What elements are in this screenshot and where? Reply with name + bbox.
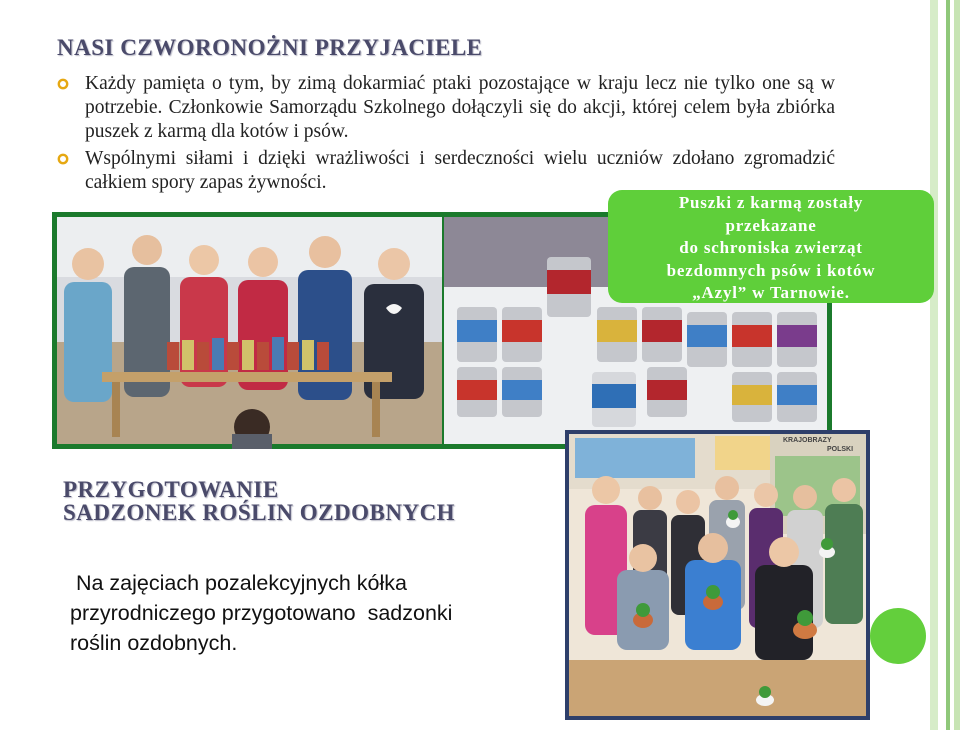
bullet-list bbox=[60, 72, 835, 198]
bullet-text: Każdy pamięta o tym, by zimą dokarmiać ptaki pozostające w kraju lecz nie tylko one są w potrzebie. Członkowie Samorządu Szkolnego dołączyli się do akcji, której celem była zbiórka puszek z karmą dla kotów i psów. bbox=[85, 73, 835, 142]
section-text-line: Na zajęciach pozalekcyjnych kółka bbox=[70, 571, 407, 595]
ring-bullet-icon bbox=[57, 153, 69, 165]
bullet-item bbox=[60, 72, 835, 144]
section-text bbox=[70, 568, 540, 658]
section-text-line: roślin ozdobnych. bbox=[70, 631, 238, 655]
section-text-line: przyrodniczego przygotowano sadzonki bbox=[70, 601, 453, 625]
callout-line: bezdomnych psów i kotów bbox=[666, 260, 876, 280]
board-label: POLSKI bbox=[827, 446, 854, 453]
callout-line: „Azyl” w Tarnowie. bbox=[692, 283, 850, 302]
side-stripe-light bbox=[930, 0, 938, 730]
ring-bullet-icon bbox=[57, 78, 69, 90]
callout-box bbox=[608, 190, 934, 303]
page-title: NASI CZWORONOŻNI PRZYJACIELE bbox=[57, 35, 483, 60]
bullet-item bbox=[60, 147, 835, 195]
bullet-text: Wspólnymi siłami i dzięki wrażliwości i serdeczności wielu uczniów zdołano zgromadzić całkiem spory zapas żywności. bbox=[85, 148, 835, 193]
seedlings-classroom-photo bbox=[565, 430, 870, 720]
section-title: PRZYGOTOWANIE bbox=[63, 477, 279, 502]
callout-line: Puszki z karmą zostały bbox=[678, 193, 864, 212]
side-stripe-dark bbox=[946, 0, 950, 730]
side-stripe-edge bbox=[954, 0, 960, 730]
decorative-circle bbox=[870, 608, 926, 664]
callout-line: przekazane bbox=[725, 215, 817, 235]
section-title: SADZONEK ROŚLIN OZDOBNYCH bbox=[63, 500, 456, 525]
board-label: KRAJOBRAZY bbox=[783, 437, 832, 444]
callout-line: do schroniska zwierząt bbox=[679, 238, 863, 257]
